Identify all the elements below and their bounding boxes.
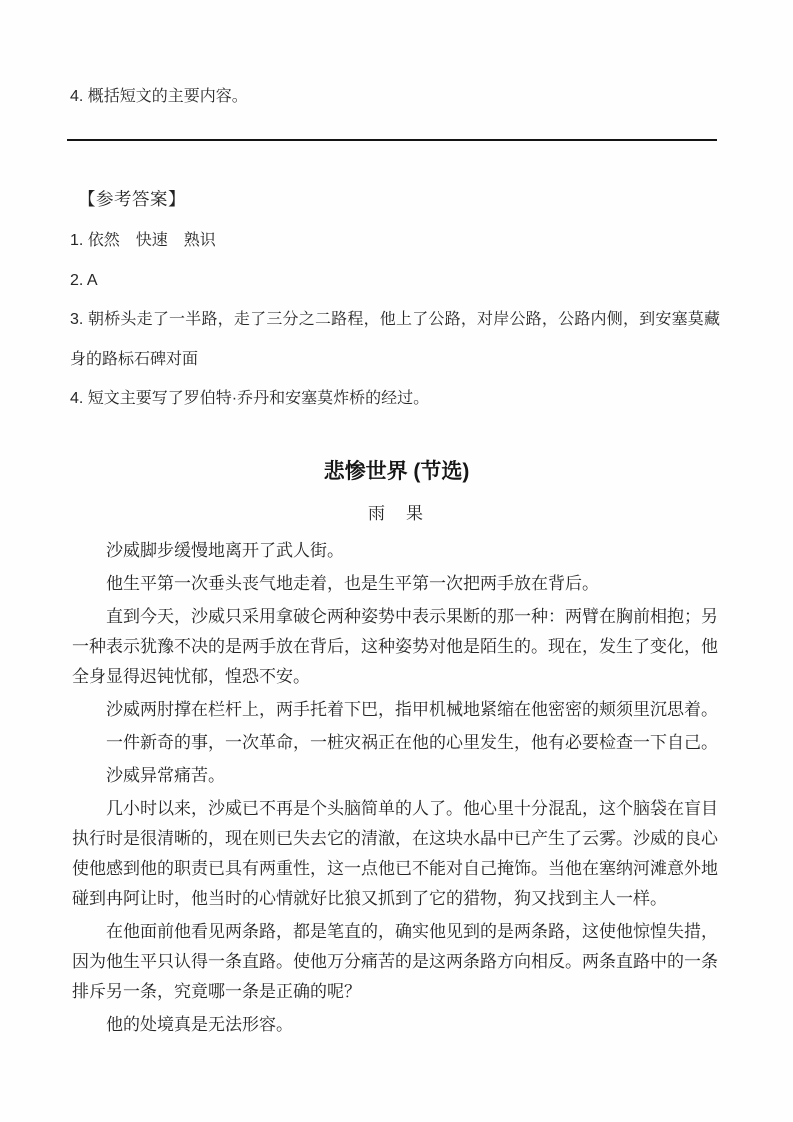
- answer-line-1: 1. 依然 快速 熟识: [70, 232, 216, 249]
- article-paragraph-9: 他的处境真是无法形容。: [106, 1015, 293, 1034]
- answer-line-3: 3. 朝桥头走了一半路，走了三分之二路程，他上了公路，对岸公路，公路内侧，到安塞莫藏身的路标石碑对面: [70, 311, 720, 368]
- article-paragraph-5: 一件新奇的事，一次革命，一桩灾祸正在他的心里发生，他有必要检查一下自己。: [106, 733, 718, 752]
- section-divider-line: [67, 139, 717, 141]
- article-paragraph-2: 他生平第一次垂头丧气地走着，也是生平第一次把两手放在背后。: [106, 574, 599, 593]
- article-body: [72, 536, 718, 1043]
- article-paragraph-6: 沙威异常痛苦。: [106, 766, 225, 785]
- article-paragraph-4: 沙威两肘撑在栏杆上，两手托着下巴，指甲机械地紧缩在他密密的颊须里沉思着。: [106, 700, 718, 719]
- answer-line-2: 2. A: [70, 271, 98, 289]
- article-author: 雨 果: [368, 504, 425, 523]
- reference-answers-header: 【参考答案】: [78, 189, 186, 209]
- exercise-question-4: 4. 概括短文的主要内容。: [70, 88, 248, 105]
- article-title: 悲惨世界 (节选): [323, 460, 470, 483]
- reference-answers-list: [70, 221, 720, 419]
- article-paragraph-8: 在他面前他看见两条路，都是笔直的，确实他见到的是两条路，这使他惊惶失措，因为他生平只认得一条直路。使他万分痛苦的是这两条路方向相反。两条直路中的一条排斥另一条，究竟哪一条是正确的呢？: [72, 922, 718, 1001]
- article-paragraph-7: 几小时以来，沙威已不再是个头脑简单的人了。他心里十分混乱，这个脑袋在盲目执行时是很清晰的，现在则已失去它的清澈，在这块水晶中已产生了云雾。沙威的良心使他感到他的职责已具有两重性，这一点他已不能对自己掩饰。当他在塞纳河滩意外地碰到冉阿让时，他当时的心情就好比狼又抓到了它的猎物，狗又找到主人一样。: [72, 799, 718, 908]
- article-paragraph-1: 沙威脚步缓慢地离开了武人街。: [106, 541, 344, 560]
- answer-line-4: 4. 短文主要写了罗伯特·乔丹和安塞莫炸桥的经过。: [70, 390, 430, 407]
- article-paragraph-3: 直到今天，沙威只采用拿破仑两种姿势中表示果断的那一种：两臂在胸前相抱；另一种表示犹豫不决的是两手放在背后，这种姿势对他是陌生的。现在，发生了变化，他全身显得迟钝忧郁，惶恐不安。: [72, 607, 718, 686]
